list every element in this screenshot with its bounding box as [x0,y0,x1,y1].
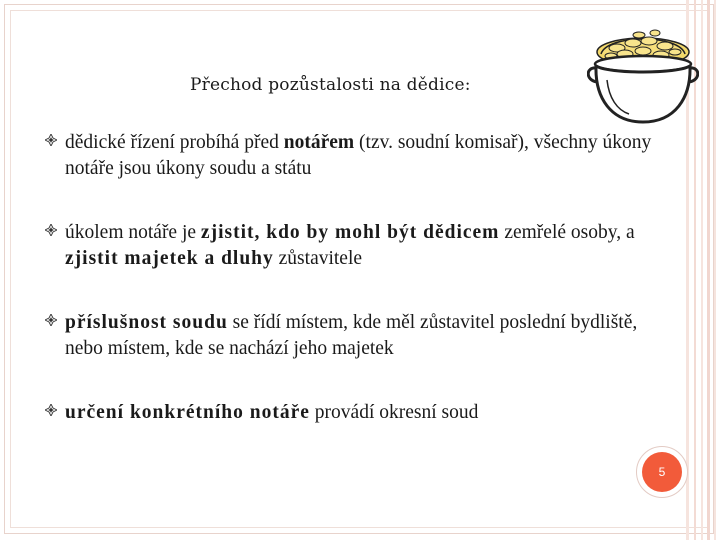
bullet-text-bold: příslušnost soudu [65,312,228,333]
bullet-text: dědické řízení probíhá před [65,132,284,153]
bullet-text-bold: notářem [283,132,355,153]
list-item [45,220,665,272]
bullet-text: provádí okresní soud [309,402,479,423]
bullet-text-bold: zjistit majetek a dluhy [65,248,274,269]
bullet-text: (tzv. soudní komisař), všechny úkony notáře jsou úkony soudu a státu [65,132,652,179]
bullet-text: se řídí místem, kde měl zůstavitel poslední bydliště, nebo místem, kde se nachází jeho majetek [65,312,638,359]
page-number-circle [642,452,682,492]
diamond-bullet-icon [45,314,57,326]
bullet-text-bold: určení konkrétního notáře [65,402,310,423]
pot-of-gold-coins-icon [587,18,699,130]
decor-stripe [707,0,710,540]
list-item [45,310,665,362]
diamond-bullet-icon [45,134,57,146]
decor-stripe [714,0,716,540]
slide-title: Přechod pozůstalosti na dědice: [190,75,471,95]
list-item [45,130,665,182]
bullet-text: zemřelé osoby, a [499,222,635,243]
page-number-badge [636,446,688,498]
diamond-bullet-icon [45,224,57,236]
list-item [45,400,665,426]
bullet-text-bold: zjistit, kdo by mohl být dědicem [200,222,500,243]
bullet-list [45,130,665,426]
diamond-bullet-icon [45,404,57,416]
bullet-text: úkolem notáře je [65,222,201,243]
page-number: 5 [658,465,666,479]
bullet-text: zůstavitele [273,248,363,269]
decor-stripe [701,0,703,540]
